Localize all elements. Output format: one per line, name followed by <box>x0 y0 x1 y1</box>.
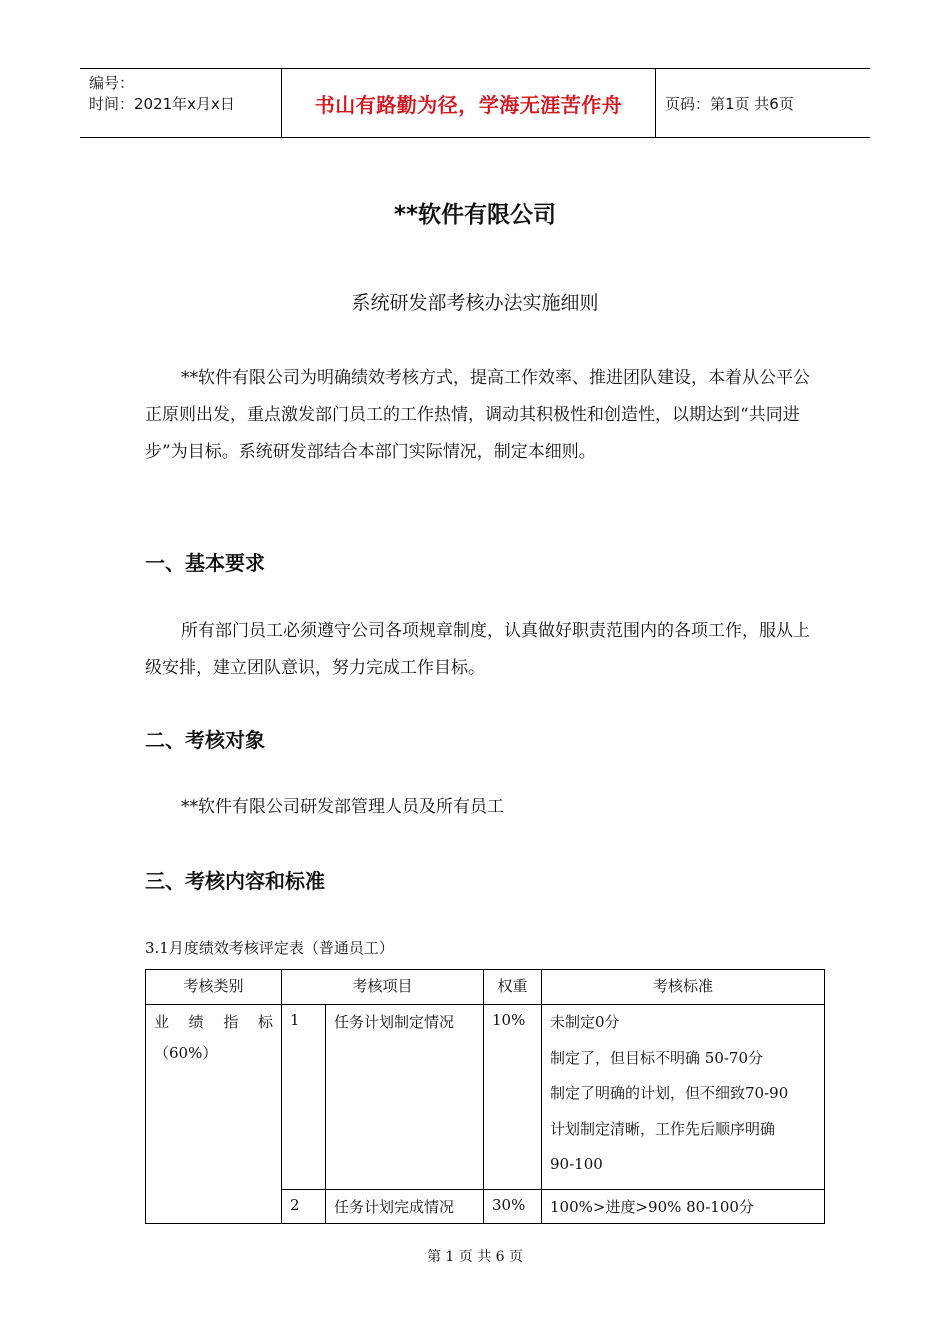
row-number: 2 <box>282 1189 326 1223</box>
time-label: 时间：2021年x月x日 <box>89 95 235 113</box>
criteria-line: 计划制定清晰，工作先后顺序明确 <box>550 1119 776 1138</box>
category-label: 业绩指标 <box>154 1013 273 1031</box>
criteria-line: 100%>进度>90% 80-100分 <box>550 1197 754 1216</box>
section-title-3: 三、考核内容和标准 <box>145 869 325 893</box>
category-cell <box>146 1005 282 1224</box>
row-weight: 30% <box>484 1189 542 1223</box>
row-number: 1 <box>282 1005 326 1190</box>
header-criteria: 考核标准 <box>542 970 825 1005</box>
header-item: 考核项目 <box>282 970 484 1005</box>
row-item: 任务计划制定情况 <box>326 1005 484 1190</box>
row-criteria <box>542 1005 825 1190</box>
section-title-2: 二、考核对象 <box>145 728 265 752</box>
evaluation-table <box>145 969 825 1224</box>
page-footer: 第 1 页 共 6 页 <box>426 1249 524 1265</box>
table-caption: 3.1月度绩效考核评定表（普通员工） <box>145 939 394 957</box>
row-criteria <box>542 1189 825 1223</box>
row-item: 任务计划完成情况 <box>326 1189 484 1223</box>
intro-paragraph: **软件有限公司为明确绩效考核方式，提高工作效率、推进团队建设，本着从公平公正原则出发，重点激发部门员工的工作热情，调动其积极性和创造性，以期达到“共同进步”为目标。系统研发部结合本部门实际情况，制定本细则。 <box>145 368 810 462</box>
serial-label: 编号： <box>89 74 135 92</box>
header-page-info: 页码：第1页 共6页 <box>665 94 794 113</box>
section-body-2: **软件有限公司研发部管理人员及所有员工 <box>181 797 504 817</box>
header-table <box>80 68 870 138</box>
table-row <box>146 1005 825 1190</box>
header-weight: 权重 <box>484 970 542 1005</box>
criteria-line: 未制定0分 <box>550 1013 620 1031</box>
criteria-line: 制定了明确的计划，但不细致70-90 <box>550 1084 789 1102</box>
section-body-1: 所有部门员工必须遵守公司各项规章制度，认真做好职责范围内的各项工作，服从上级安排，建立团队意识，努力完成工作目标。 <box>145 621 810 678</box>
criteria-line: 90-100 <box>550 1155 603 1173</box>
criteria-line: 制定了，但目标不明确 50-70分 <box>550 1048 764 1067</box>
row-weight: 10% <box>484 1005 542 1190</box>
company-name: **软件有限公司 <box>393 202 557 228</box>
table-header-row <box>146 970 825 1005</box>
category-weight: （60%） <box>154 1044 218 1062</box>
header-meta <box>80 69 281 137</box>
header-category: 考核类别 <box>146 970 282 1005</box>
header-slogan: 书山有路勤为径，学海无涯苦作舟 <box>281 69 656 137</box>
section-title-1: 一、基本要求 <box>145 551 265 575</box>
document-title: 系统研发部考核办法实施细则 <box>351 292 599 314</box>
